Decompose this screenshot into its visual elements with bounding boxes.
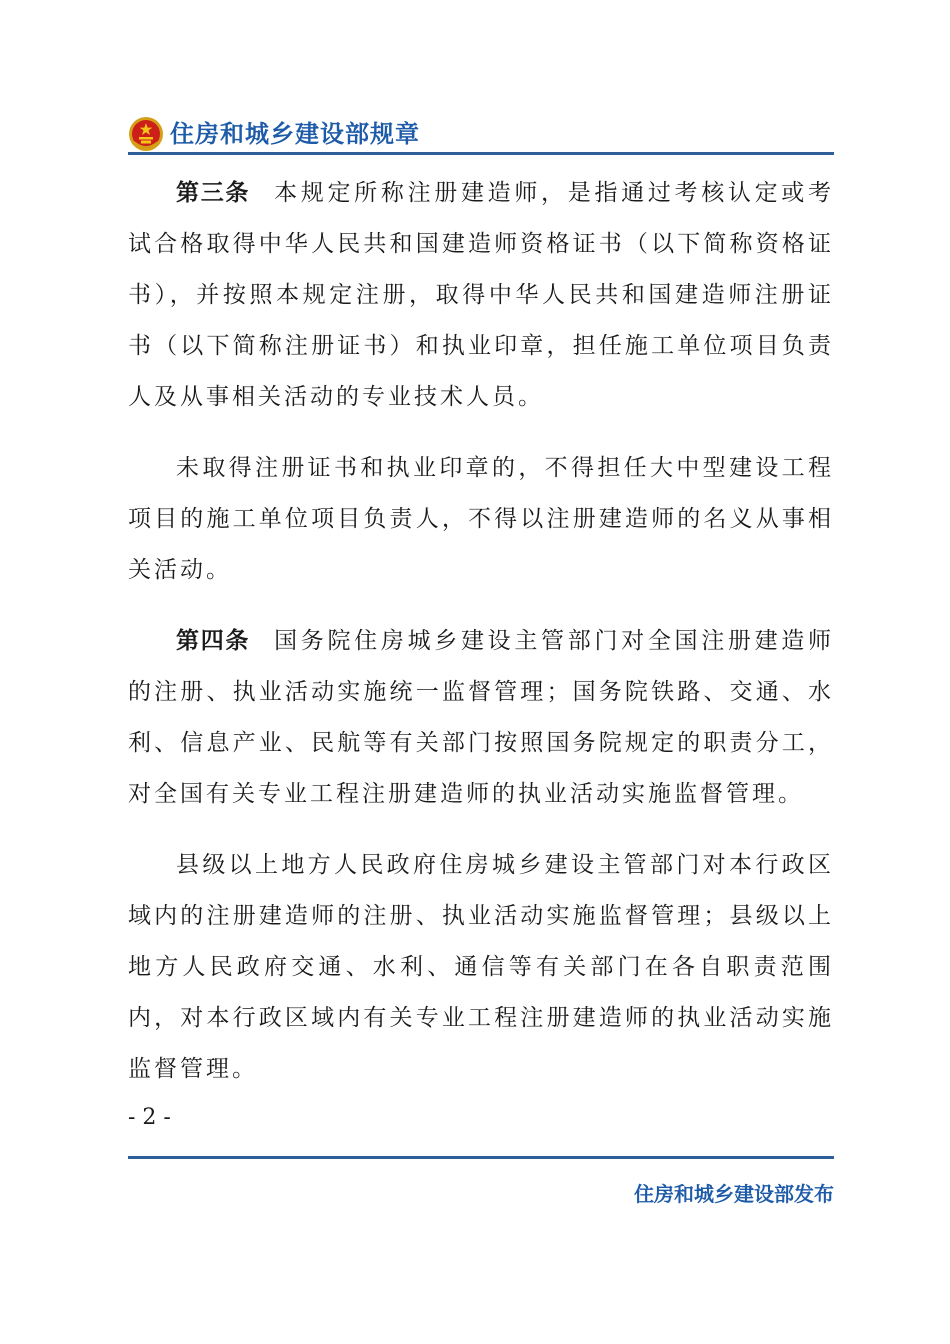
header-divider bbox=[128, 152, 834, 155]
footer-publisher: 住房和城乡建设部发布 bbox=[634, 1182, 834, 1206]
footer-divider bbox=[128, 1156, 834, 1159]
paragraph-text: 本规定所称注册建造师，是指通过考核认定或考试合格取得中华人民共和国建造师资格证书（以下简称资格证书），并按照本规定注册，取得中华人民共和国建造师注册证书（以下简称注册证书）和执业印章，担任施工单位项目负责人及从事相关活动的专业技术人员。 bbox=[128, 180, 835, 410]
national-emblem-icon bbox=[128, 116, 164, 152]
paragraph-article-3-clause-2 bbox=[128, 443, 834, 596]
page-number: - 2 - bbox=[128, 1105, 171, 1130]
article-heading: 第四条 bbox=[176, 628, 251, 654]
page-header-title: 住房和城乡建设部规章 bbox=[170, 120, 420, 148]
document-body bbox=[128, 168, 834, 1095]
paragraph-text: 县级以上地方人民政府住房城乡建设主管部门对本行政区域内的注册建造师的注册、执业活动实施监督管理；县级以上地方人民政府交通、水利、通信等有关部门在各自职责范围内，对本行政区域内有关专业工程注册建造师的执业活动实施监督管理。 bbox=[128, 852, 834, 1082]
paragraph-article-3 bbox=[128, 168, 834, 423]
page-header bbox=[128, 112, 834, 156]
paragraph-article-4-clause-2 bbox=[128, 840, 834, 1095]
paragraph-article-4 bbox=[128, 616, 834, 820]
paragraph-text: 国务院住房城乡建设主管部门对全国注册建造师的注册、执业活动实施统一监督管理；国务院铁路、交通、水利、信息产业、民航等有关部门按照国务院规定的职责分工，对全国有关专业工程注册建造师的执业活动实施监督管理。 bbox=[128, 628, 835, 807]
article-heading: 第三条 bbox=[176, 180, 251, 206]
paragraph-text: 未取得注册证书和执业印章的，不得担任大中型建设工程项目的施工单位项目负责人，不得以注册建造师的名义从事相关活动。 bbox=[128, 455, 834, 583]
